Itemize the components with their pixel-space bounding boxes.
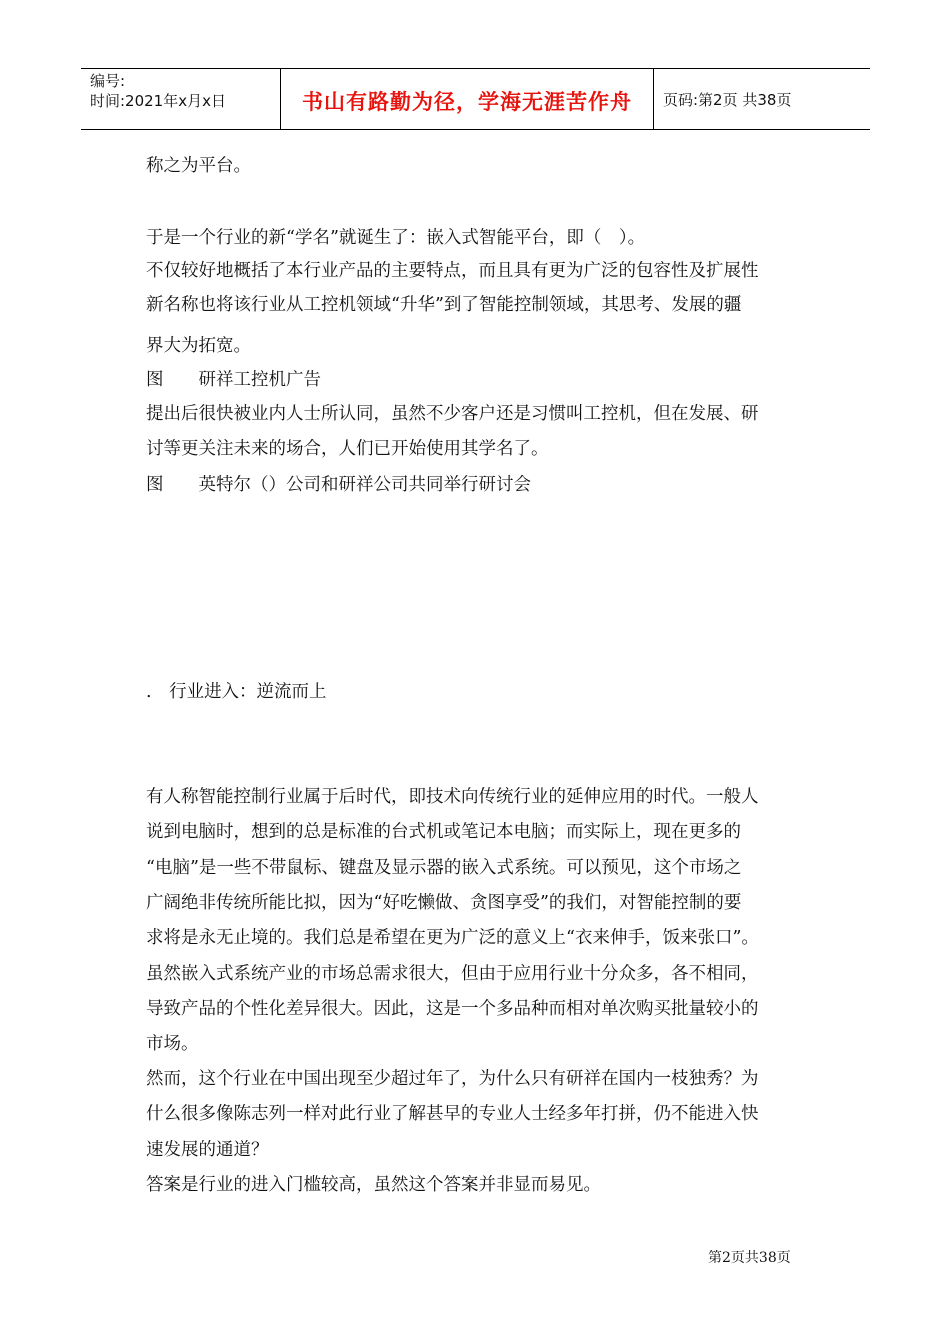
document-code-label: 编号: [90,72,126,90]
body-line: 称之为平台。 [146,156,251,176]
body-line: 市场。 [146,1034,199,1054]
page-header [81,68,870,130]
body-line: 然而，这个行业在中国出现至少超过年了，为什么只有研祥在国内一枝独秀？为 [146,1069,759,1089]
figure-caption: 图 英特尔（）公司和研祥公司共同举行研讨会 [146,475,531,495]
body-line: 有人称智能控制行业属于后时代，即技术向传统行业的延伸应用的时代。一般人 [146,787,759,807]
section-heading: . 行业进入：逆流而上 [146,682,327,702]
body-line: 广阔绝非传统所能比拟，因为“好吃懒做、贪图享受”的我们，对智能控制的要 [146,893,742,913]
body-line: 什么很多像陈志列一样对此行业了解甚早的专业人士经多年打拼，仍不能进入快 [146,1104,759,1124]
body-line: 答案是行业的进入门槛较高，虽然这个答案并非显而易见。 [146,1175,601,1195]
body-line: 导致产品的个性化差异很大。因此，这是一个多品种而相对单次购买批量较小的 [146,999,759,1019]
body-line: 新名称也将该行业从工控机领域“升华”到了智能控制领域，其思考、发展的疆 [146,295,742,315]
body-line: 说到电脑时，想到的总是标准的台式机或笔记本电脑；而实际上，现在更多的 [146,822,741,842]
body-line: 求将是永无止境的。我们总是希望在更为广泛的意义上“衣来伸手，饭来张口”。 [146,928,759,948]
body-line: 速发展的通道？ [146,1140,269,1160]
header-left-cell [81,69,281,129]
body-line: 讨等更关注未来的场合，人们已开始使用其学名了。 [146,439,549,459]
body-line: “电脑”是一些不带鼠标、键盘及显示器的嵌入式系统。可以预见，这个市场之 [146,858,742,878]
body-line: 提出后很快被业内人士所认同，虽然不少客户还是习惯叫工控机，但在发展、研 [146,404,759,424]
page-footer: 第2页共38页 [708,1250,791,1266]
body-line: 不仅较好地概括了本行业产品的主要特点，而且具有更为广泛的包容性及扩展性 [146,261,759,281]
body-line: 于是一个行业的新“学名”就诞生了：嵌入式智能平台，即（ ）。 [146,228,646,248]
body-line: 界大为拓宽。 [146,336,251,356]
header-page-info: 页码:第2页 共38页 [663,90,792,109]
document-date: 时间:2021年x月x日 [90,92,226,110]
figure-caption: 图 研祥工控机广告 [146,370,321,390]
body-line: 虽然嵌入式系统产业的市场总需求很大，但由于应用行业十分众多，各不相同， [146,964,759,984]
header-motto: 书山有路勤为径，学海无涯苦作舟 [281,69,654,129]
